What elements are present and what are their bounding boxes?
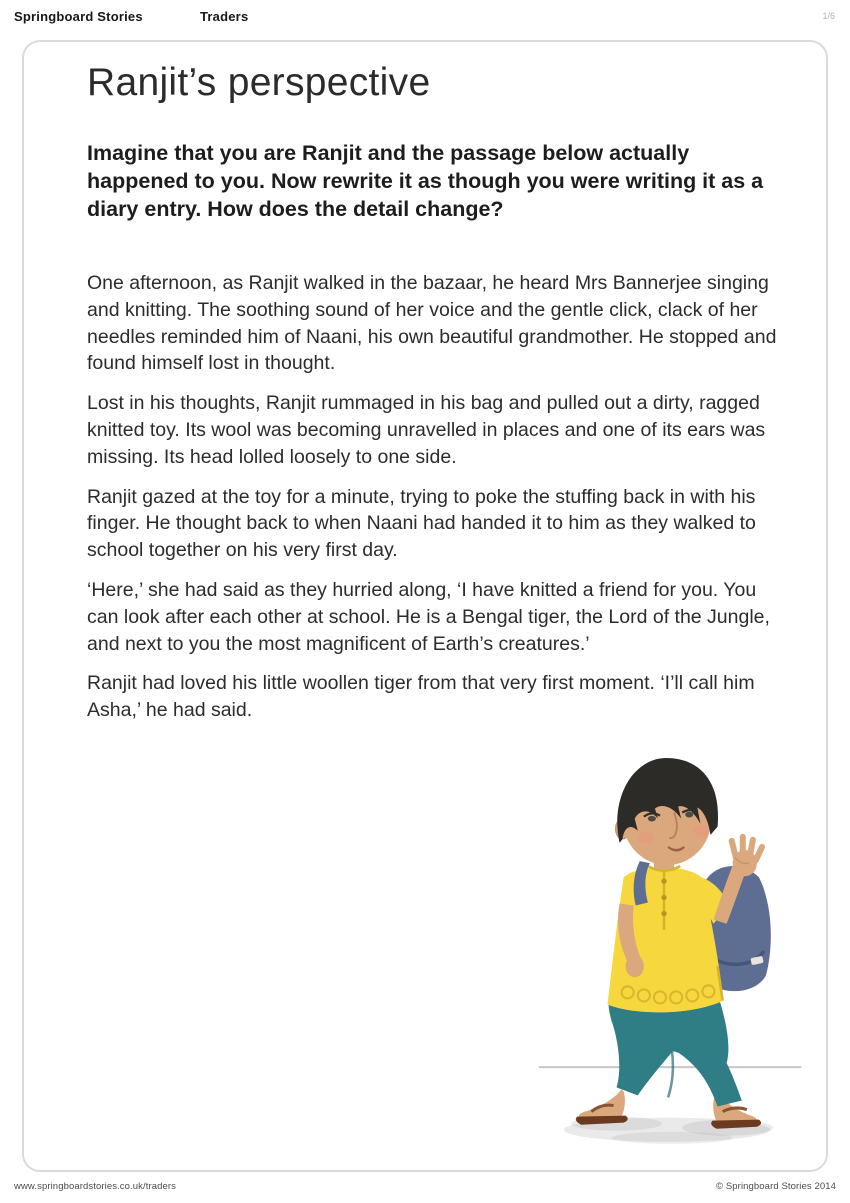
passage-paragraph: ‘Here,’ she had said as they hurried along, ‘I have knitted a friend for you. You can look after each other at school. He is a Bengal tiger, the Lord of the Jungle, and next to you the most magnificent of Earth’s creatures.’ (87, 578, 770, 655)
header (0, 9, 850, 33)
passage-paragraph: Lost in his thoughts, Ranjit rummaged in his bag and pulled out a dirty, ragged knitted toy. Its wool was becoming unravelled in places and one of its ears was missing. Its head lolled loosely to one side. (87, 392, 766, 468)
worksheet-content (87, 60, 787, 737)
boy-illustration-svg (520, 752, 804, 1156)
passage-paragraph: Ranjit gazed at the toy for a minute, trying to poke the stuffing back in with his finger. He thought back to when Naani had handed it to him as they walked to school together on his very first day. (87, 485, 756, 562)
trousers (608, 1000, 741, 1106)
passage-paragraph: Ranjit had loved his little woollen tiger from that very first moment. ‘I’ll call him Asha,’ he had said. (87, 672, 755, 722)
instruction-text: Imagine that you are Ranjit and the passage below actually happened to you. Now rewrite it as though you were writing it as a diary entry. How does the detail change? (87, 141, 764, 221)
footer-copyright: © Springboard Stories 2014 (716, 1181, 836, 1192)
footer-url: www.springboardstories.co.uk/traders (14, 1181, 177, 1192)
passage-paragraph: One afternoon, as Ranjit walked in the bazaar, he heard Mrs Bannerjee singing and knitting. The soothing sound of her voice and the gentle click, clack of her needles reminded him of Naani, his own beautiful grandmother. He stopped and found himself lost in thought. (87, 272, 777, 375)
back-foot (576, 1089, 628, 1124)
page-number: 1/6 (822, 11, 835, 21)
worksheet-frame (22, 40, 828, 1172)
brand-title: Springboard Stories (14, 9, 143, 24)
passage (87, 270, 787, 724)
topic-title: Traders (200, 9, 249, 24)
boy-illustration (520, 752, 804, 1156)
page-title: Ranjit’s perspective (87, 61, 431, 104)
footer (14, 1181, 836, 1192)
